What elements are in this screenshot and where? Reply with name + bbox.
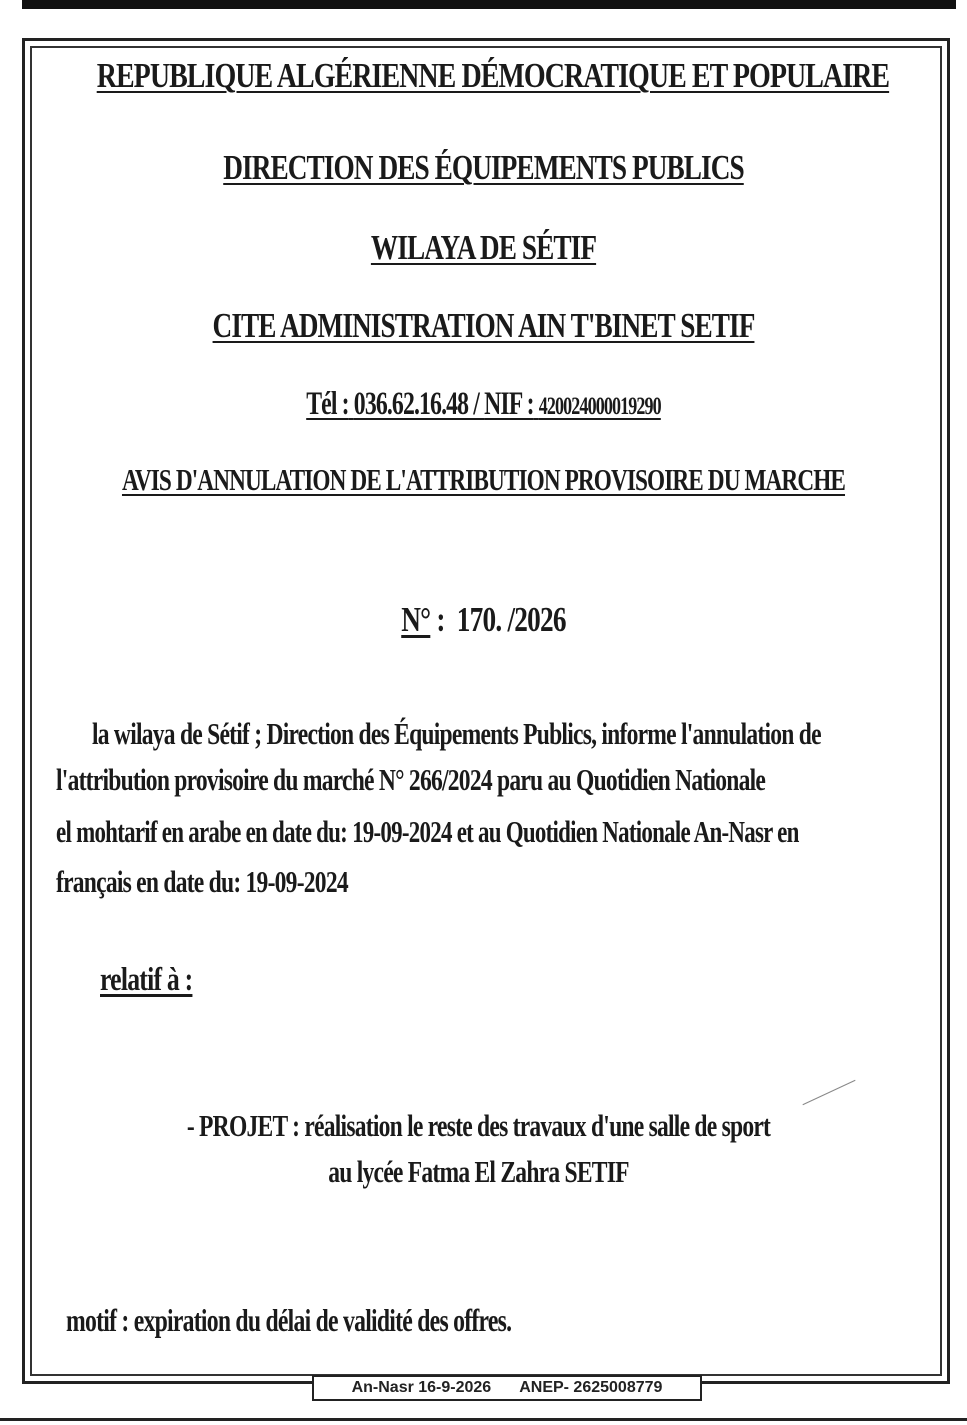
nif-value: 420024000019290 <box>538 393 661 420</box>
notice-number <box>106 600 860 640</box>
republic-heading: REPUBLIQUE ALGÉRIENNE DÉMOCRATIQUE ET POPULAIRE <box>96 56 890 95</box>
motif-label: motif : <box>66 1302 129 1338</box>
address-heading: CITE ADMINISTRATION AIN T'BINET SETIF <box>212 306 755 345</box>
number-label: N° <box>401 600 431 639</box>
publication-stamp <box>312 1375 702 1401</box>
notice-title: AVIS D'ANNULATION DE L'ATTRIBUTION PROVISOIRE DU MARCHE <box>121 462 846 497</box>
direction-heading: DIRECTION DES ÉQUIPEMENTS PUBLICS <box>223 148 744 187</box>
body-line-3: el mohtarif en arabe en date du: 19-09-2024 et au Quotidien Nationale An-Nasr en <box>56 814 799 849</box>
motif-line <box>66 1302 511 1339</box>
number-value: 170. /2026 <box>456 600 566 639</box>
body-line-4: français en date du: 19-09-2024 <box>56 864 348 899</box>
stamp-newspaper: An-Nasr 16-9-2026 <box>351 1379 492 1396</box>
wilaya-heading: WILAYA DE SÉTIF <box>370 228 597 267</box>
contact-line <box>135 386 831 423</box>
stamp-anep: ANEP- 2625008779 <box>519 1379 663 1396</box>
relatif-label: relatif à : <box>100 962 193 998</box>
motif-text: expiration du délai de validité des offres. <box>133 1302 512 1338</box>
tel-label: Tél : <box>306 386 349 422</box>
tel-value: 036.62.16.48 / <box>353 386 479 422</box>
project-line-2: au lycée Fatma El Zahra SETIF <box>328 1154 629 1189</box>
number-separator: : <box>436 600 445 639</box>
body-line-2: l'attribution provisoire du marché N° 266/2024 paru au Quotidien Nationale <box>56 762 766 797</box>
project-line-1: - PROJET : réalisation le reste des travaux d'une salle de sport <box>186 1108 771 1143</box>
next-page-border <box>0 1418 967 1425</box>
body-line-1: la wilaya de Sétif ; Direction des Équipements Publics, informe l'annulation de <box>92 716 821 751</box>
top-border-bar <box>22 0 956 9</box>
nif-label: NIF : <box>484 386 534 422</box>
